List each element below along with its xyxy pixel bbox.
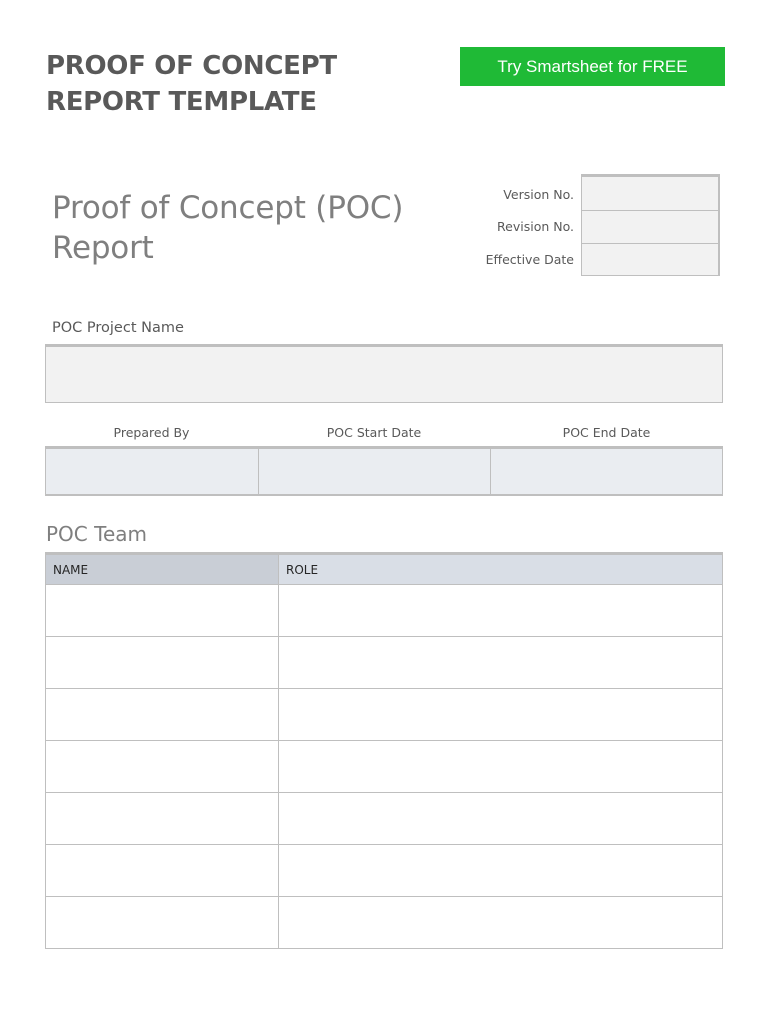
team-name-cell[interactable]: [46, 793, 279, 845]
effective-date-label: Effective Date: [485, 252, 574, 267]
project-name-label: POC Project Name: [52, 320, 184, 336]
role-column-header: ROLE: [279, 554, 723, 585]
start-date-label: POC Start Date: [326, 425, 422, 440]
team-table-header: [46, 554, 723, 585]
team-name-cell[interactable]: [46, 897, 279, 949]
team-table: [45, 552, 723, 949]
team-name-cell[interactable]: [46, 637, 279, 689]
table-row: [46, 741, 723, 793]
page-title: PROOF OF CONCEPT REPORT TEMPLATE: [46, 51, 337, 117]
version-number-field[interactable]: [581, 174, 720, 211]
team-role-cell[interactable]: [279, 897, 723, 949]
prepared-by-label: Prepared By: [113, 425, 190, 440]
report-heading: Proof of Concept (POC) Report: [52, 190, 404, 266]
end-date-label: POC End Date: [562, 425, 651, 440]
team-name-cell[interactable]: [46, 585, 279, 637]
table-row: [46, 793, 723, 845]
revision-number-label: Revision No.: [497, 219, 574, 234]
team-role-cell[interactable]: [279, 793, 723, 845]
team-role-cell[interactable]: [279, 637, 723, 689]
end-date-field[interactable]: [491, 449, 722, 494]
team-role-cell[interactable]: [279, 585, 723, 637]
revision-number-field[interactable]: [581, 210, 720, 244]
dates-row: [45, 446, 723, 496]
team-role-cell[interactable]: [279, 845, 723, 897]
table-row: [46, 585, 723, 637]
table-row: [46, 845, 723, 897]
project-name-field[interactable]: [45, 344, 723, 403]
table-row: [46, 637, 723, 689]
name-column-header: NAME: [46, 554, 279, 585]
team-role-cell[interactable]: [279, 741, 723, 793]
prepared-by-field[interactable]: [46, 449, 259, 494]
team-section-title: POC Team: [46, 522, 147, 546]
effective-date-field[interactable]: [581, 243, 720, 276]
table-row: [46, 897, 723, 949]
table-row: [46, 689, 723, 741]
team-name-cell[interactable]: [46, 845, 279, 897]
team-name-cell[interactable]: [46, 741, 279, 793]
try-smartsheet-button[interactable]: Try Smartsheet for FREE: [460, 47, 725, 86]
version-number-label: Version No.: [503, 187, 574, 202]
team-role-cell[interactable]: [279, 689, 723, 741]
start-date-field[interactable]: [259, 449, 491, 494]
team-name-cell[interactable]: [46, 689, 279, 741]
